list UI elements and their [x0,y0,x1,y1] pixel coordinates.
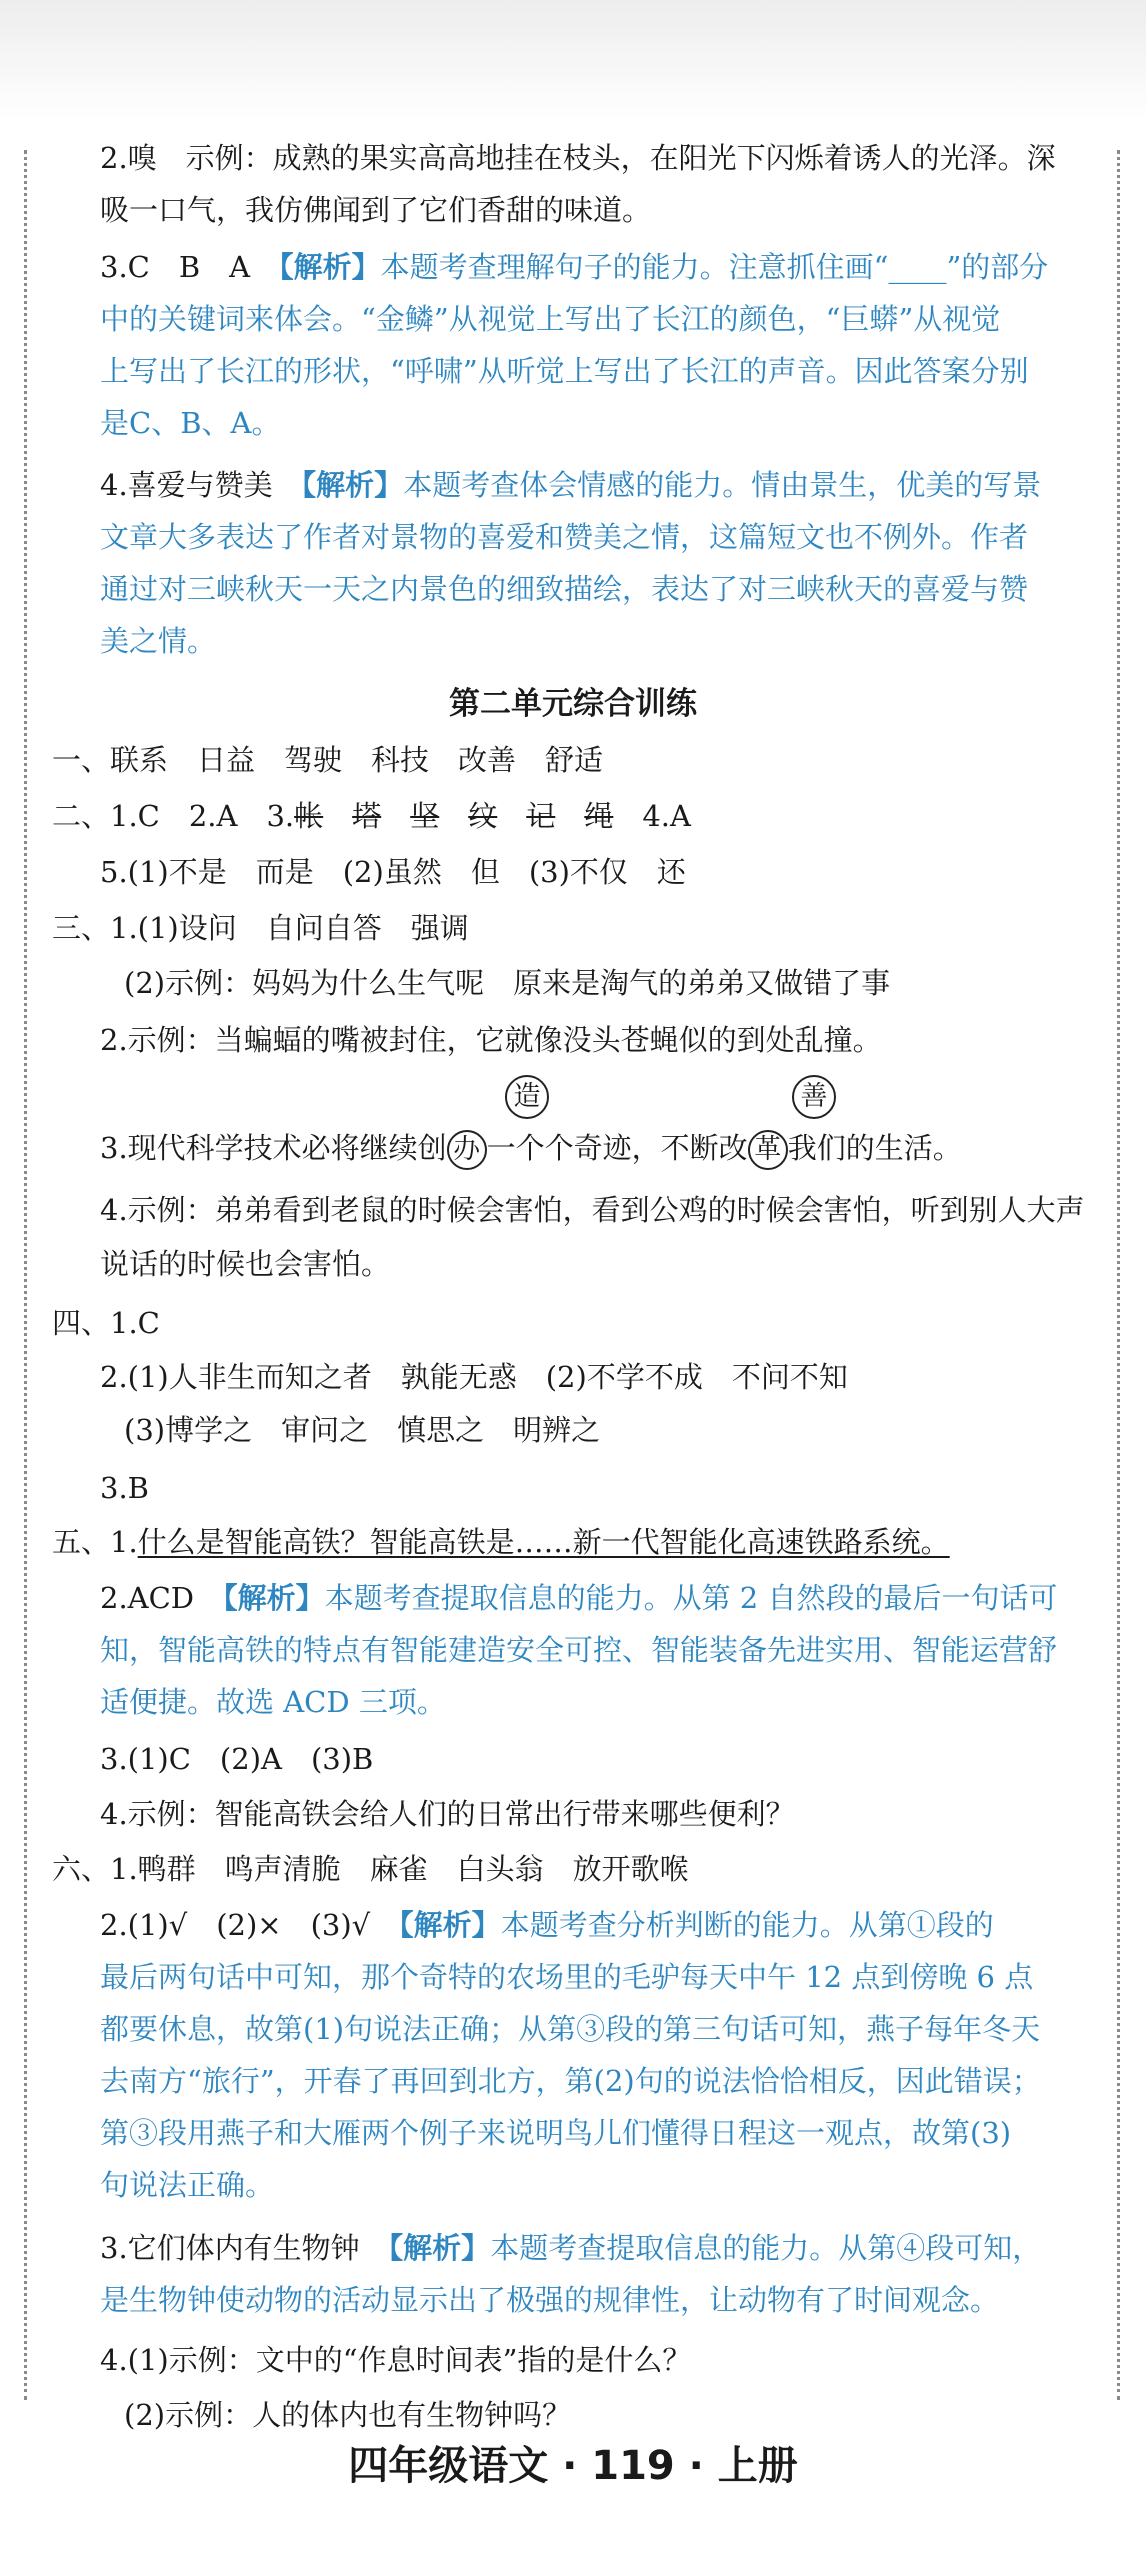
answer-line [100,247,1048,287]
section-title: 第二单元综合训练 [449,686,697,722]
answer-line: 4.(1)示例：文中的“作息时间表”指的是什么？ [100,2343,692,2377]
struck-character: 坚 [410,799,440,833]
analysis-line: 是生物钟使动物的活动显示出了极强的规律性，让动物有了时间观念。 [100,2283,1000,2317]
analysis-line: 去南方“旅行”，开春了再回到北方，第(2)句的说法恰恰相反，因此错误； [100,2064,1041,2098]
answer-line: 三、1.(1)设问 自问自答 强调 [52,911,469,945]
answer-line: 一、联系 日益 驾驶 科技 改善 舒适 [52,743,604,777]
analysis-text: 本题考查体会情感的能力。情由景生，优美的写景 [403,468,1042,502]
answer-line: 吸一口气，我仿佛闻到了它们香甜的味道。 [100,193,652,227]
answer-text: 3.它们体内有生物钟 [100,2231,389,2265]
page-footer: 四年级语文 · 119 · 上册 [348,2443,798,2489]
answer-text: 我们的生活。 [787,1131,962,1165]
left-margin-rule [24,150,27,2400]
answer-text: 4.A [613,799,691,833]
analysis-tag: 【解析】 [223,1581,325,1615]
top-band [0,0,1146,120]
analysis-line: 都要休息，故第(1)句说法正确；从第③段的第三句话可知，燕子每年冬天 [100,2012,1041,2046]
analysis-text: 本题考查分析判断的能力。从第①段的 [500,1908,994,1942]
answer-line [100,1905,994,1945]
analysis-line: 最后两句话中可知，那个奇特的农场里的毛驴每天中午 12 点到傍晚 6 点 [100,1960,1034,1994]
answer-line: 5.(1)不是 而是 (2)虽然 但 (3)不仅 还 [100,855,686,889]
correction-circle: 造 [505,1075,549,1119]
struck-character: 帐 [294,799,324,833]
answer-text: 3.C B A [100,250,280,284]
analysis-tag: 【解析】 [388,2231,491,2265]
struck-character: 绳 [584,799,614,833]
analysis-line: 通过对三峡秋天一天之内景色的细致描绘，表达了对三峡秋天的喜爱与赞 [100,572,1029,606]
answer-line [52,796,691,836]
analysis-line: 上写出了长江的形状，“呼啸”从听觉上写出了长江的声音。因此答案分别 [100,354,1029,388]
analysis-line: 知，智能高铁的特点有智能建造安全可控、智能装备先进实用、智能运营舒 [100,1633,1058,1667]
answer-text: 4.喜爱与赞美 [100,468,302,502]
answer-line [52,1522,950,1562]
underlined-answer: 什么是智能高铁？智能高铁是……新一代智能化高速铁路系统。 [137,1525,950,1559]
struck-character: 纹 [468,799,498,833]
analysis-line: 美之情。 [100,624,217,658]
answer-line: 4.示例：弟弟看到老鼠的时候会害怕，看到公鸡的时候会害怕，听到别人大声 [100,1193,1085,1227]
analysis-line: 句说法正确。 [100,2168,275,2202]
answer-line: 4.示例：智能高铁会给人们的日常出行带来哪些便利？ [100,1797,795,1831]
answer-line: 3.(1)C (2)A (3)B [100,1742,374,1776]
answer-text: 2.(1)√ (2)× (3)√ [100,1908,400,1942]
answer-line: (3)博学之 审问之 慎思之 明辨之 [124,1413,601,1447]
analysis-line: 文章大多表达了作者对景物的喜爱和赞美之情，这篇短文也不例外。作者 [100,520,1029,554]
analysis-line: 适便捷。故选 ACD 三项。 [100,1685,446,1719]
struck-character: 记 [526,799,556,833]
analysis-text: 本题考查提取信息的能力。从第④段可知， [490,2231,1042,2265]
answer-text: 2.ACD [100,1581,224,1615]
answer-line: 说话的时候也会害怕。 [100,1247,391,1281]
answer-line: 3.B [100,1471,149,1505]
answer-line [100,465,1041,505]
answer-line: (2)示例：妈妈为什么生气呢 原来是淘气的弟弟又做错了事 [124,966,891,1000]
answer-line: 四、1.C [52,1306,160,1340]
analysis-tag: 【解析】 [301,468,404,502]
answer-text: 3.现代科学技术必将继续创 [100,1131,447,1165]
correction-circle: 善 [792,1075,836,1119]
answer-line: 2.示例：当蝙蝠的嘴被封住，它就像没头苍蝇似的到处乱撞。 [100,1023,882,1057]
answer-text: 二、1.C 2.A 3. [52,799,295,833]
struck-character: 塔 [352,799,382,833]
analysis-text: 本题考查提取信息的能力。从第 2 自然段的最后一句话可 [324,1581,1058,1615]
answer-line [100,1578,1057,1618]
analysis-line: 第③段用燕子和大雁两个例子来说明鸟儿们懂得日程这一观点，故第(3) [100,2116,1012,2150]
analysis-line: 是C、B、A。 [100,406,281,440]
answer-line: 2.嗅 示例：成熟的果实高高地挂在枝头，在阳光下闪烁着诱人的光泽。深 [100,141,1056,175]
answer-line [100,2228,1041,2268]
right-margin-rule [1117,150,1120,2400]
analysis-line: 中的关键词来体会。“金鳞”从视觉上写出了长江的颜色，“巨蟒”从视觉 [100,302,1001,336]
answer-text: 一个个奇迹，不断改 [486,1131,748,1165]
answer-line: 2.(1)人非生而知之者 孰能无惑 (2)不学不成 不问不知 [100,1360,848,1394]
answer-line: 六、1.鸭群 鸣声清脆 麻雀 白头翁 放开歌喉 [52,1852,689,1886]
circled-character: 革 [748,1130,788,1170]
analysis-tag: 【解析】 [399,1908,501,1942]
analysis-tag: 【解析】 [279,250,381,284]
analysis-text: 本题考查理解句子的能力。注意抓住画“____”的部分 [380,250,1049,284]
circled-character: 办 [447,1130,487,1170]
answer-line [100,1128,962,1170]
answer-text: 五、1. [52,1525,138,1559]
answer-line: (2)示例：人的体内也有生物钟吗？ [124,2398,572,2432]
